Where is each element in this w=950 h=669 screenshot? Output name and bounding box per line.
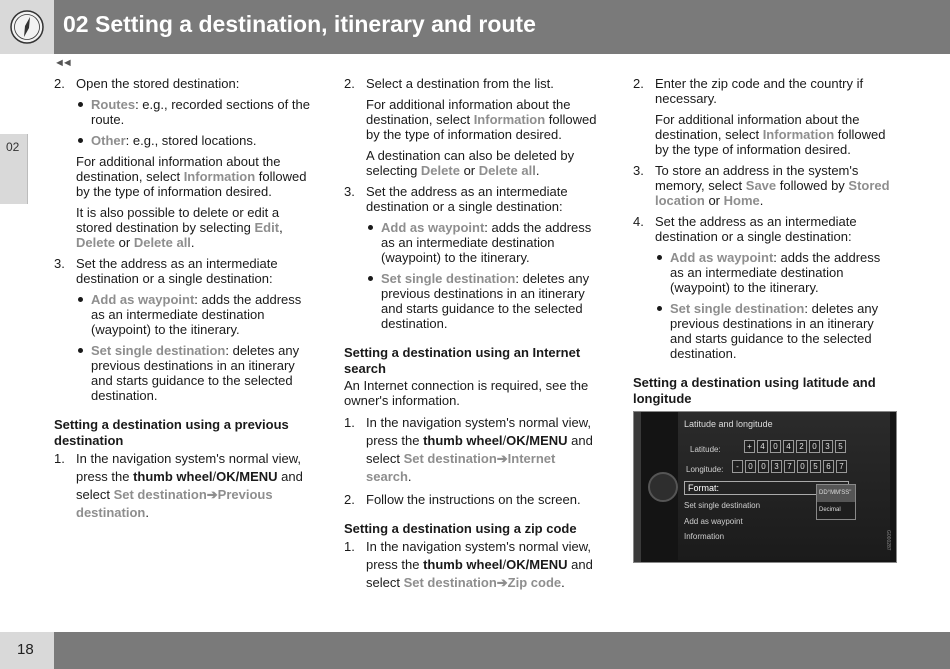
info-paragraph: For additional information about the destination, select Information followed by the type of information desired. <box>76 154 307 199</box>
image-code: G000287 <box>885 530 891 551</box>
page-footer <box>0 632 950 669</box>
digit: 4 <box>757 440 768 453</box>
section-heading: Setting a destination using a previous destination <box>54 417 289 448</box>
step-1: 1. In the navigation system's normal view, press the thumb wheel/OK/MENU and select Set destination➔Previous destination. <box>54 451 303 520</box>
bullet-list <box>76 292 314 403</box>
page-number-box <box>0 632 54 669</box>
internet-intro: An Internet connection is required, see the owner's information. <box>344 378 589 408</box>
digit: 0 <box>809 440 820 453</box>
bullet-waypoint: Add as waypoint: adds the address as an intermediate destination (waypoint) to the itinerary. <box>76 292 314 337</box>
latitude-label: Latitude: <box>690 445 721 454</box>
bullet-other: Other: e.g., stored locations. <box>76 133 314 148</box>
digit: 0 <box>758 460 769 473</box>
digit: 0 <box>770 440 781 453</box>
arrow-icon: ➔ <box>206 487 218 502</box>
display-screen <box>678 412 890 560</box>
column-2 <box>344 76 604 598</box>
digit: 7 <box>836 460 847 473</box>
bullet-list <box>76 97 314 148</box>
column-1 <box>54 76 314 528</box>
bullet-waypoint: Add as waypoint: adds the address as an intermediate destination (waypoint) to the itinerary. <box>366 220 604 265</box>
format-option: Decimal <box>819 507 841 513</box>
format-options <box>816 484 856 520</box>
step-2: 2. Open the stored destination: <box>54 76 240 91</box>
longitude-digits <box>732 460 847 473</box>
bullet-single: Set single destination: deletes any previous destinations in an itinerary and starts guidance to the selected destination. <box>655 301 895 361</box>
longitude-label: Longitude: <box>686 465 724 474</box>
latitude-digits <box>744 440 846 453</box>
step-3: 3. To store an address in the system's memory, select Save followed by Stored location or Home. <box>633 163 890 208</box>
step-2: 2. Follow the instructions on the screen. <box>344 492 581 507</box>
arrow-icon: ➔ <box>496 575 508 590</box>
delete-paragraph: It is also possible to delete or edit a stored destination by selecting Edit, Delete or Delete all. <box>76 205 283 250</box>
step-1: 1. In the navigation system's normal view, press the thumb wheel/OK/MENU and select Set destination➔Zip code. <box>344 539 593 590</box>
back-arrows-icon[interactable]: ◄◄ <box>54 57 70 69</box>
column-3 <box>633 76 895 563</box>
screen-bezel <box>634 412 641 562</box>
step-3: 3. Set the address as an intermediate destination or a single destination: <box>344 184 568 214</box>
step-2: 2. Select a destination from the list. <box>344 76 554 91</box>
screen-menu-item: Add as waypoint <box>684 517 743 526</box>
control-knob-icon <box>648 472 678 502</box>
bullet-waypoint: Add as waypoint: adds the address as an intermediate destination (waypoint) to the itinerary. <box>655 250 895 295</box>
digit: 5 <box>810 460 821 473</box>
screen-menu-item: Set single destination <box>684 501 761 510</box>
bullet-list <box>366 220 604 331</box>
arrow-icon: ➔ <box>496 451 508 466</box>
chapter-tab[interactable] <box>0 134 28 204</box>
section-heading: Setting a destination using an Internet search <box>344 345 581 376</box>
screen-title: Latitude and longitude <box>684 419 773 429</box>
bullet-list <box>655 250 895 361</box>
section-heading: Setting a destination using latitude and longitude <box>633 375 876 406</box>
bullet-single: Set single destination: deletes any previous destinations in an itinerary and starts guidance to the selected destination. <box>76 343 314 403</box>
step-3: 3. Set the address as an intermediate destination or a single destination: <box>54 256 278 286</box>
page-number: 18 <box>17 641 34 658</box>
info-paragraph: For additional information about the destination, select Information followed by the type of information desired. <box>366 97 597 142</box>
format-field: Format: <box>684 481 849 495</box>
digit: 0 <box>797 460 808 473</box>
digit: 0 <box>745 460 756 473</box>
page-header <box>0 0 950 54</box>
step-1: 1. In the navigation system's normal view, press the thumb wheel/OK/MENU and select Set destination➔Internet search. <box>344 415 593 484</box>
bullet-single: Set single destination: deletes any previous destinations in an itinerary and starts guidance to the selected destination. <box>366 271 604 331</box>
digit: 5 <box>835 440 846 453</box>
digit: 6 <box>823 460 834 473</box>
bullet-routes: Routes: e.g., recorded sections of the route. <box>76 97 314 127</box>
step-2: 2. Enter the zip code and the country if necessary. <box>633 76 864 106</box>
format-option: DD°MM'SS" <box>817 485 855 502</box>
digit: 7 <box>784 460 795 473</box>
delete-paragraph: A destination can also be deleted by selecting Delete or Delete all. <box>366 148 575 178</box>
digit: 2 <box>796 440 807 453</box>
step-4: 4. Set the address as an intermediate destination or a single destination: <box>633 214 857 244</box>
info-paragraph: For additional information about the destination, select Information followed by the type of information desired. <box>655 112 886 157</box>
digit: - <box>732 460 743 473</box>
latitude-longitude-screenshot <box>633 411 897 563</box>
section-heading: Setting a destination using a zip code <box>344 521 577 536</box>
digit: + <box>744 440 755 453</box>
digit: 4 <box>783 440 794 453</box>
chapter-tab-label: 02 <box>6 140 20 154</box>
compass-icon <box>9 9 45 45</box>
digit: 3 <box>771 460 782 473</box>
page-title: 02 Setting a destination, itinerary and route <box>63 11 536 37</box>
screen-menu-item: Information <box>684 532 725 541</box>
logo-box <box>0 0 54 54</box>
digit: 3 <box>822 440 833 453</box>
